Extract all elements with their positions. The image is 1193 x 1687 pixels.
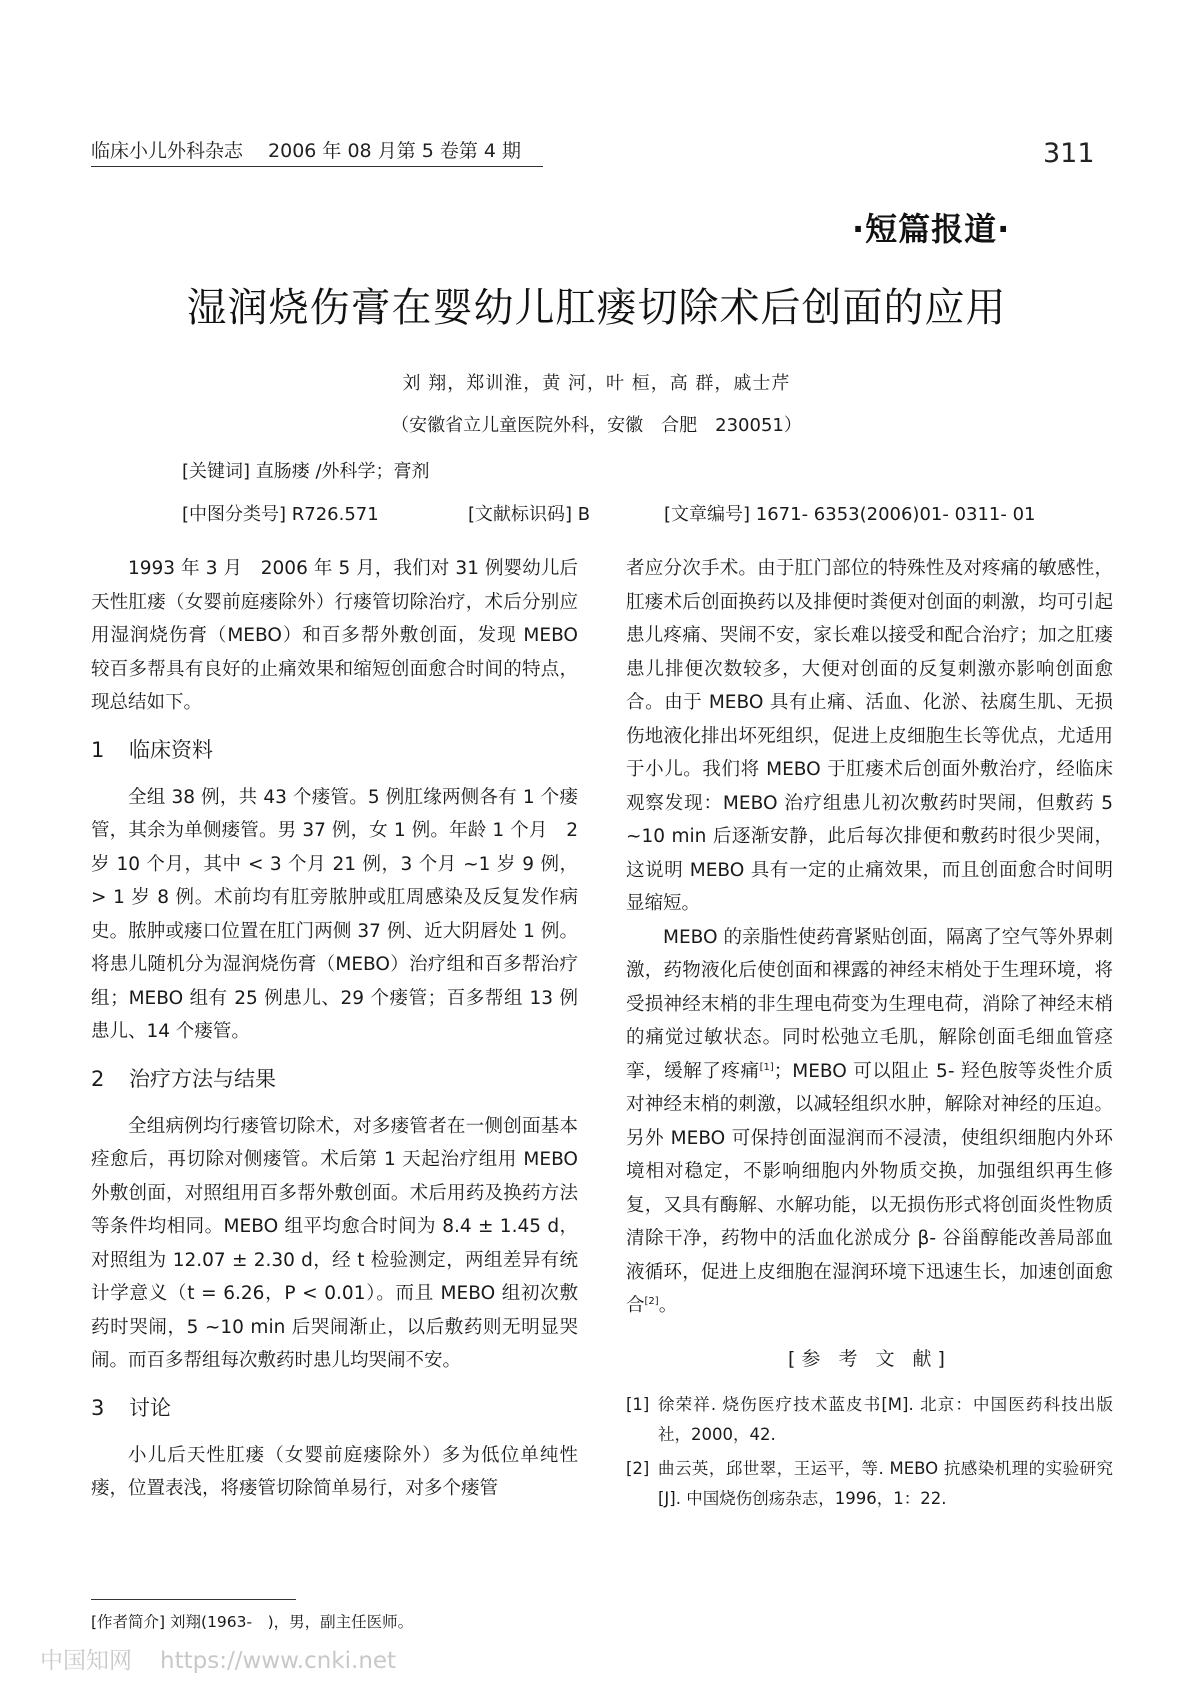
reference-tag: [2] xyxy=(626,1459,650,1478)
journal-header: 临床小儿外科杂志 2006 年 08 月第 5 卷第 4 期 xyxy=(91,140,522,162)
reference-tag: [1] xyxy=(626,1395,650,1414)
header-rule xyxy=(91,166,543,167)
article-id: [文章编号] 1671- 6353(2006)01- 0311- 01 xyxy=(664,504,1036,525)
paragraph-text: MEBO 的亲脂性使药膏紧贴创面，隔离了空气等外界刺激，药物液化后使创面和裸露的神经末梢处于生理环境，将受损神经末梢的非生理电荷变为生理电荷，消除了神经末梢的痛觉过敏状态。同时松弛立毛肌，解除创面毛细血管痉挛，缓解了疼痛 xyxy=(626,926,1113,1082)
reference-text: 曲云英，邱世翠，王运平，等. MEBO 抗感染机理的实验研究[J]. 中国烧伤创疡杂志，1996，1：22. xyxy=(658,1459,1113,1508)
authors: 刘 翔，郑训淮，黄 河，叶 桓，高 群，戚士芹 xyxy=(402,373,791,394)
cnki-watermark xyxy=(40,1642,424,1675)
section-heading-3 xyxy=(91,1392,578,1425)
discussion-paragraph-1: 者应分次手术。由于肛门部位的特殊性及对疼痛的敏感性，肛瘘术后创面换药以及排便时粪便对创面的刺激，均可引起患儿疼痛、哭闹不安，家长难以接受和配合治疗；加之肛瘘患儿排便次数较多，大便对创面的反复刺激亦影响创面愈合。由于 MEBO 具有止痛、活血、化淤、祛腐生肌、无损伤地液化排出坏死组织，促进上皮细胞生长等优点，尤适用于小儿。我们将 MEBO 于肛瘘术后创面外敷治疗，经临床观察发现：MEBO 治疗组患儿初次敷药时哭闹，但敷药 5 ~10 min 后逐渐安静，此后每次排便和敷药时很少哭闹，这说明 MEBO 具有一定的止痛效果，而且创面愈合时间明显缩短。 xyxy=(626,558,1113,914)
section-number: 3 xyxy=(91,1395,105,1420)
section-title: 临床资料 xyxy=(129,737,213,762)
section-number: 1 xyxy=(91,737,105,762)
reference-text: 徐荣祥. 烧伤医疗技术蓝皮书[M]. 北京：中国医药科技出版社，2000，42. xyxy=(658,1395,1113,1444)
intro-paragraph: 1993 年 3 月 2006 年 5 月，我们对 31 例婴幼儿后天性肛瘘（女婴前庭瘘除外）行瘘管切除治疗，术后分别应用湿润烧伤膏（MEBO）和百多帮外敷创面，发现 MEBO 较百多帮具有良好的止痛效果和缩短创面愈合时间的特点，现总结如下。 xyxy=(91,558,578,713)
left-column xyxy=(91,552,578,1506)
section-3-paragraph: 小儿后天性肛瘘（女婴前庭瘘除外）多为低位单纯性瘘，位置表浅，将瘘管切除简单易行，对多个瘘管 xyxy=(91,1444,578,1499)
reference-item xyxy=(626,1390,1113,1450)
paragraph-text: ；MEBO 可以阻止 5- 羟色胺等炎性介质对神经末梢的刺激，以减轻组织水肿，解除对神经的压迫。另外 MEBO 可保持创面湿润而不浸渍，使组织细胞内外环境相对稳定，不影响细胞内外物质交换，加强组织再生修复，又具有酶解、水解功能，以无损伤形式将创面炎性物质清除干净，药物中的活血化淤成分 β- 谷甾醇能改善局部血液循环，促进上皮细胞在湿润环境下迅速生长，加速创面愈合 xyxy=(626,1060,1113,1316)
author-footnote: [作者简介] 刘翔(1963- )，男，副主任医师。 xyxy=(91,1613,414,1631)
keywords: [关键词] 直肠瘘 /外科学；膏剂 xyxy=(182,461,430,482)
section-heading-2 xyxy=(91,1063,578,1096)
paragraph-text: 。 xyxy=(658,1295,678,1316)
references-heading: [参 考 文 献] xyxy=(788,1347,951,1370)
section-title: 治疗方法与结果 xyxy=(129,1066,276,1091)
section-number: 2 xyxy=(91,1066,105,1091)
section-label: ·短篇报道· xyxy=(852,210,1011,248)
classification-number: [中图分类号] R726.571 xyxy=(182,504,379,525)
section-title: 讨论 xyxy=(129,1395,171,1420)
citation-1[interactable]: [1] xyxy=(759,1061,774,1073)
discussion-paragraph-2 xyxy=(626,921,1113,1323)
citation-2[interactable]: [2] xyxy=(644,1295,659,1307)
watermark-url: https://www.cnki.net xyxy=(160,1648,397,1674)
section-1-paragraph: 全组 38 例，共 43 个瘘管。5 例肛缘两侧各有 1 个瘘管，其余为单侧瘘管。男 37 例，女 1 例。年龄 1 个月 2 岁 10 个月，其中 < 3 个月 21 例，3 个月 ~1 岁 9 例，> 1 岁 8 例。术前均有肛旁脓肿或肛周感染及反复发作病史。脓肿或瘘口位置在肛门两侧 37 例、近大阴唇处 1 例。将患儿随机分为湿润烧伤膏（MEBO）治疗组和百多帮治疗组；MEBO 组有 25 例患儿、29 个瘘管；百多帮组 13 例患儿、14 个瘘管。 xyxy=(91,786,578,1042)
right-column xyxy=(626,552,1113,1518)
affiliation: （安徽省立儿童医院外科，安徽 合肥 230051） xyxy=(391,415,802,436)
document-code: [文献标识码] B xyxy=(468,504,591,525)
article-title: 湿润烧伤膏在婴幼儿肛瘘切除术后创面的应用 xyxy=(186,285,1007,331)
watermark-brand: 中国知网 xyxy=(40,1648,132,1674)
section-heading-1 xyxy=(91,734,578,767)
footnote-rule xyxy=(91,1599,296,1600)
page-number: 311 xyxy=(1043,138,1095,169)
reference-item xyxy=(626,1454,1113,1514)
section-2-paragraph: 全组病例均行瘘管切除术，对多瘘管者在一侧创面基本痊愈后，再切除对侧瘘管。术后第 1 天起治疗组用 MEBO 外敷创面，对照组用百多帮外敷创面。术后用药及换药方法等条件均相同。MEBO 组平均愈合时间为 8.4 ± 1.45 d，对照组为 12.07 ± 2.30 d，经 t 检验测定，两组差异有统计学意义（t = 6.26，P < 0.01）。而且 MEBO 组初次敷药时哭闹，5 ~10 min 后哭闹渐止，以后敷药则无明显哭闹。而百多帮组每次敷药时患儿均哭闹不安。 xyxy=(91,1115,578,1371)
